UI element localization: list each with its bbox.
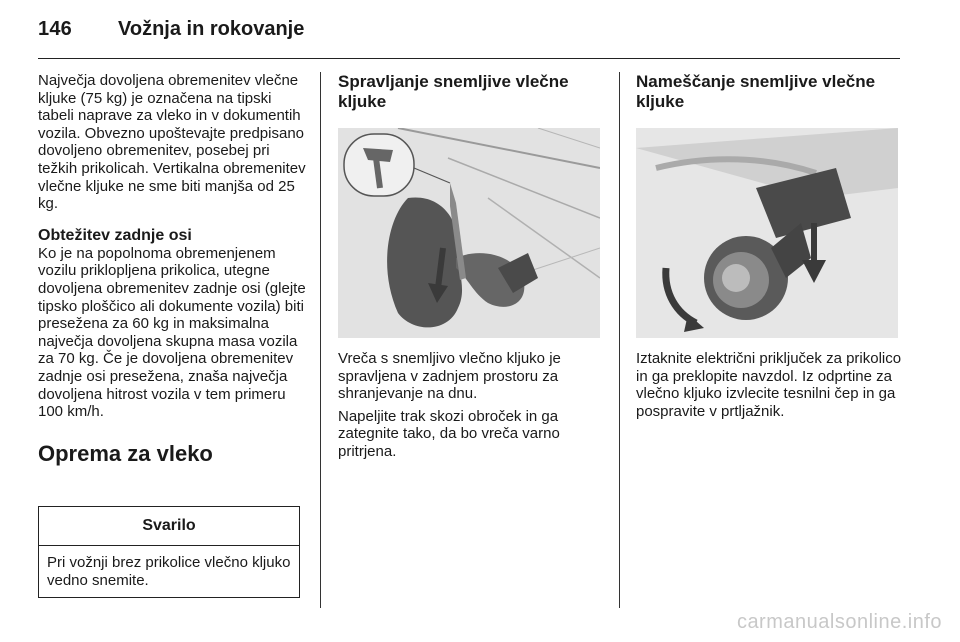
warning-text: Pri vožnji brez prikolice vlečno kljuko vedno snemite.	[47, 554, 291, 589]
page-number: 146	[38, 18, 72, 40]
page-title: Vožnja in rokovanje	[118, 18, 305, 40]
installing-heading: Nameščanje snemljive vlečne kljuke	[636, 72, 876, 111]
load-paragraph: Največja dovoljena obremenitev vlečne kljuke (75 kg) je označena na tipski tabeli naprave za vleko in v dokumentih vozila. Obvezno upoštevajte predpisano dovoljeno obremenitev, posebej pri težkih prikolicah. Vertikalna obremenitev vlečne kljuke ne sme biti manjša od 25 kg.	[38, 72, 306, 213]
page-header	[38, 18, 900, 59]
storing-paragraph-1: Vreča s snemljivo vlečno kljuko je spravljena v zadnjem prostoru za shranjevanje na dnu.	[338, 350, 561, 403]
warning-box	[38, 506, 300, 598]
tow-bar-socket-drawing	[636, 128, 898, 338]
column-divider-1	[320, 72, 321, 608]
tow-bar-bag-illustration	[338, 128, 600, 338]
storing-text-block	[338, 350, 602, 461]
watermark: carmanualsonline.info	[736, 611, 942, 633]
installing-paragraph: Iztaknite električni priključek za prikolico in ga preklopite navzdol. Iz odprtine za vlečno kljuko izvlecite tesnilni čep in ga pospravite v prtljažnik.	[636, 350, 902, 420]
column-divider-2	[619, 72, 620, 608]
column-left	[38, 72, 306, 467]
warning-title: Svarilo	[39, 507, 299, 546]
column-right	[636, 72, 904, 112]
storing-paragraph-2: Napeljite trak skozi obroček in ga zategnite tako, da bo vreča varno pritrjena.	[338, 407, 560, 460]
tow-bar-socket-illustration	[636, 128, 898, 338]
tow-bar-bag-drawing	[338, 128, 600, 338]
axle-load-paragraph: Ko je na popolnoma obremenjenem vozilu priklopljena prikolica, utegne dovoljena obremenitev zadnje osi (glejte tipsko ploščico ali dokumente vozila) biti presežena za 60 kg in maksimalna največja dovoljena skupna masa vozila za 70 kg. Če je dovoljena obremenitev zadnje osi presežena, znaša največja dovoljena hitrost vozila v tem primeru 100 km/h.	[38, 244, 306, 421]
storing-heading: Spravljanje snemljive vlečne kljuke	[338, 72, 569, 111]
column-middle	[338, 72, 602, 112]
towing-equipment-heading: Oprema za vleko	[38, 440, 213, 466]
axle-load-heading: Obtežitev zadnje osi	[38, 226, 192, 244]
installing-text-block	[636, 350, 904, 420]
